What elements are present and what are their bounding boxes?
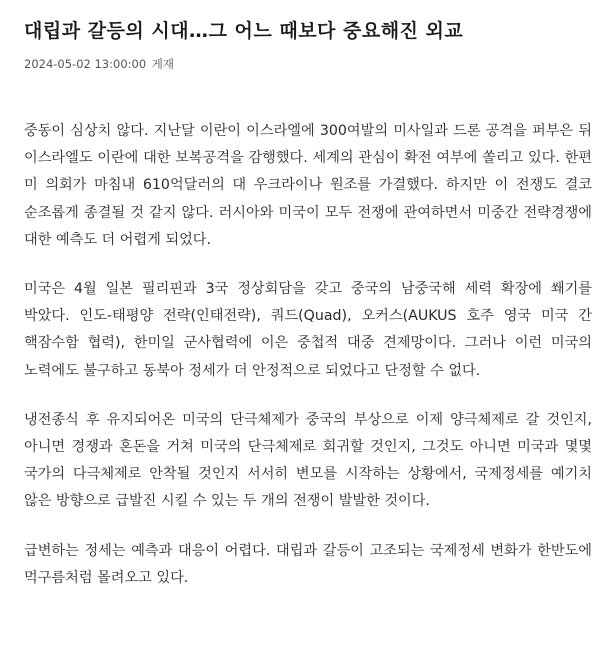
publish-status: 게재 — [151, 57, 175, 71]
published-datetime: 2024-05-02 13:00:00 — [24, 57, 147, 71]
article-meta — [24, 56, 591, 72]
article-body — [24, 118, 592, 592]
article-paragraph: 중동이 심상치 않다. 지난달 이란이 이스라엘에 300여발의 미사일과 드론 공격을 퍼부은 뒤 이스라엘도 이란에 대한 보복공격을 감행했다. 세계의 관심이 확전 여부에 쏠리고 있다. 한편 미 의회가 마침내 610억달러의 대 우크라이나 원조를 가결했다. 하지만 이 전쟁도 결코 순조롭게 종결될 것 같지 않다. 러시아와 미국이 모두 전쟁에 관여하면서 미중간 전략경쟁에 대한 예측도 더 어렵게 되었다. — [24, 123, 592, 248]
article-paragraph: 냉전종식 후 유지되어온 미국의 단극체제가 중국의 부상으로 이제 양극체제로 갈 것인지, 아니면 경쟁과 혼돈을 거쳐 미국의 단극체제로 회귀할 것인지, 그것도 아니면 미국과 몇몇 국가의 다극체제로 안착될 것인지 서서히 변모를 시작하는 상황에서, 국제정세를 예기치 않은 방향으로 급발진 시킬 수 있는 두 개의 전쟁이 발발한 것이다. — [24, 411, 592, 510]
article-paragraph: 급변하는 정세는 예측과 대응이 어렵다. 대립과 갈등이 고조되는 국제정세 변화가 한반도에 먹구름처럼 몰려오고 있다. — [24, 542, 592, 586]
article-title: 대립과 갈등의 시대…그 어느 때보다 중요해진 외교 — [24, 20, 464, 42]
article-paragraph: 미국은 4월 일본 필리핀과 3국 정상회담을 갖고 중국의 남중국해 세력 확장에 쐐기를 박았다. 인도-태평양 전략(인태전략), 쿼드(Quad), 오커스(AUKUS 호주 영국 미국 간 핵잠수함 협력), 한미일 군사협력에 이은 중첩적 대중 견제망이다. 그러나 이런 미국의 노력에도 불구하고 동북아 정세가 더 안정적으로 되었다고 단정할 수 없다. — [24, 281, 592, 379]
